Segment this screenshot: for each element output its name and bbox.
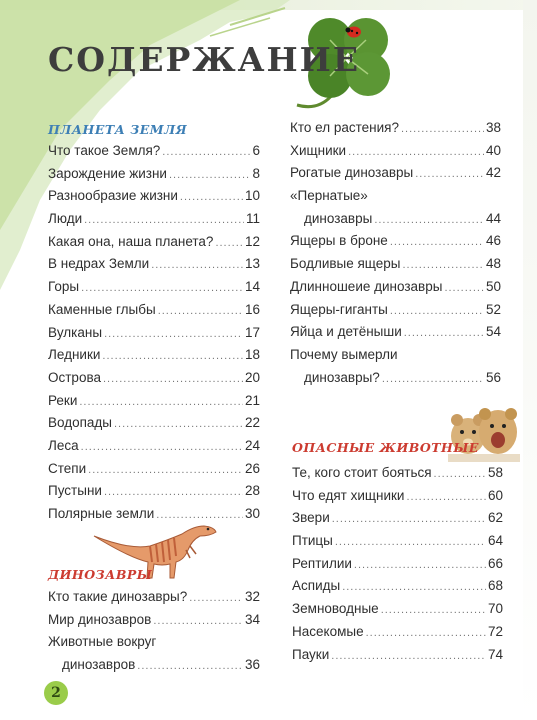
- toc-item[interactable]: Что едят хищники ..... 60: [292, 485, 503, 508]
- toc-item[interactable]: Земноводные ..... 70: [292, 598, 503, 621]
- toc-item[interactable]: Аспиды ..... 68: [292, 575, 503, 598]
- toc-item[interactable]: Горы ..... 14: [48, 276, 260, 299]
- toc-item[interactable]: Степи ..... 26: [48, 458, 260, 481]
- toc-item[interactable]: Ящеры в броне ..... 46: [290, 230, 501, 253]
- toc-item[interactable]: Хищники ..... 40: [290, 140, 501, 163]
- section-heading-dinosaurs: ДИНОЗАВРЫ: [48, 567, 153, 582]
- toc-item[interactable]: Рептилии ..... 66: [292, 553, 503, 576]
- page-number-badge: 2: [44, 681, 68, 705]
- toc-item[interactable]: Разнообразие жизни ..... 10: [48, 185, 260, 208]
- toc-item[interactable]: Ящеры-гиганты ..... 52: [290, 299, 501, 322]
- toc-item[interactable]: Почему вымерли: [290, 346, 398, 362]
- toc-item[interactable]: Водопады ..... 22: [48, 412, 260, 435]
- toc-item[interactable]: динозавров ..... 36: [48, 654, 260, 677]
- toc-item[interactable]: Полярные земли ..... 30: [48, 503, 260, 526]
- toc-item[interactable]: Птицы ..... 64: [292, 530, 503, 553]
- toc-item[interactable]: «Пернатые»: [290, 188, 368, 204]
- toc-item[interactable]: Пустыни ..... 28: [48, 480, 260, 503]
- toc-item[interactable]: Ледники ..... 18: [48, 344, 260, 367]
- toc-item[interactable]: Пауки ..... 74: [292, 644, 503, 667]
- toc-item[interactable]: динозавры? ..... 56: [290, 367, 501, 390]
- section-heading-planet: ПЛАНЕТА ЗЕМЛЯ: [48, 122, 188, 137]
- toc-item[interactable]: Насекомые ..... 72: [292, 621, 503, 644]
- toc-item[interactable]: Какая она, наша планета? ..... 12: [48, 231, 260, 254]
- page-title: СОДЕРЖАНИЕ: [48, 40, 361, 79]
- toc-item[interactable]: Вулканы ..... 17: [48, 322, 260, 345]
- toc-item[interactable]: Реки ..... 21: [48, 390, 260, 413]
- toc-list-dangerous-animals: [292, 462, 503, 666]
- toc-item[interactable]: Мир динозавров ..... 34: [48, 609, 260, 632]
- toc-item[interactable]: Рогатые динозавры ..... 42: [290, 162, 501, 185]
- toc-item[interactable]: Бодливые ящеры ..... 48: [290, 253, 501, 276]
- toc-item[interactable]: Леса ..... 24: [48, 435, 260, 458]
- toc-item[interactable]: Кто ел растения? ..... 38: [290, 117, 501, 140]
- toc-item[interactable]: В недрах Земли ..... 13: [48, 253, 260, 276]
- toc-item[interactable]: Яйца и детёныши ..... 54: [290, 321, 501, 344]
- toc-item[interactable]: Животные вокруг: [48, 634, 157, 650]
- toc-item[interactable]: Люди ..... 11: [48, 208, 260, 231]
- toc-item[interactable]: Острова ..... 20: [48, 367, 260, 390]
- toc-item[interactable]: Длинношеие динозавры ..... 50: [290, 276, 501, 299]
- toc-list-dinosaurs-continued: [290, 117, 501, 389]
- toc-item[interactable]: Что такое Земля? ..... 6: [48, 140, 260, 163]
- toc-item[interactable]: Каменные глыбы ..... 16: [48, 299, 260, 322]
- toc-item[interactable]: Звери ..... 62: [292, 507, 503, 530]
- section-heading-dangerous-animals: ОПАСНЫЕ ЖИВОТНЫЕ: [292, 440, 479, 455]
- toc-item[interactable]: Зарождение жизни ..... 8: [48, 163, 260, 186]
- toc-list-dinosaurs: [48, 586, 260, 677]
- toc-list-planet: [48, 140, 260, 526]
- right-border: [523, 0, 537, 720]
- toc-item[interactable]: динозавры ..... 44: [290, 208, 501, 231]
- toc-item[interactable]: Те, кого стоит бояться ..... 58: [292, 462, 503, 485]
- toc-item[interactable]: Кто такие динозавры? ..... 32: [48, 586, 260, 609]
